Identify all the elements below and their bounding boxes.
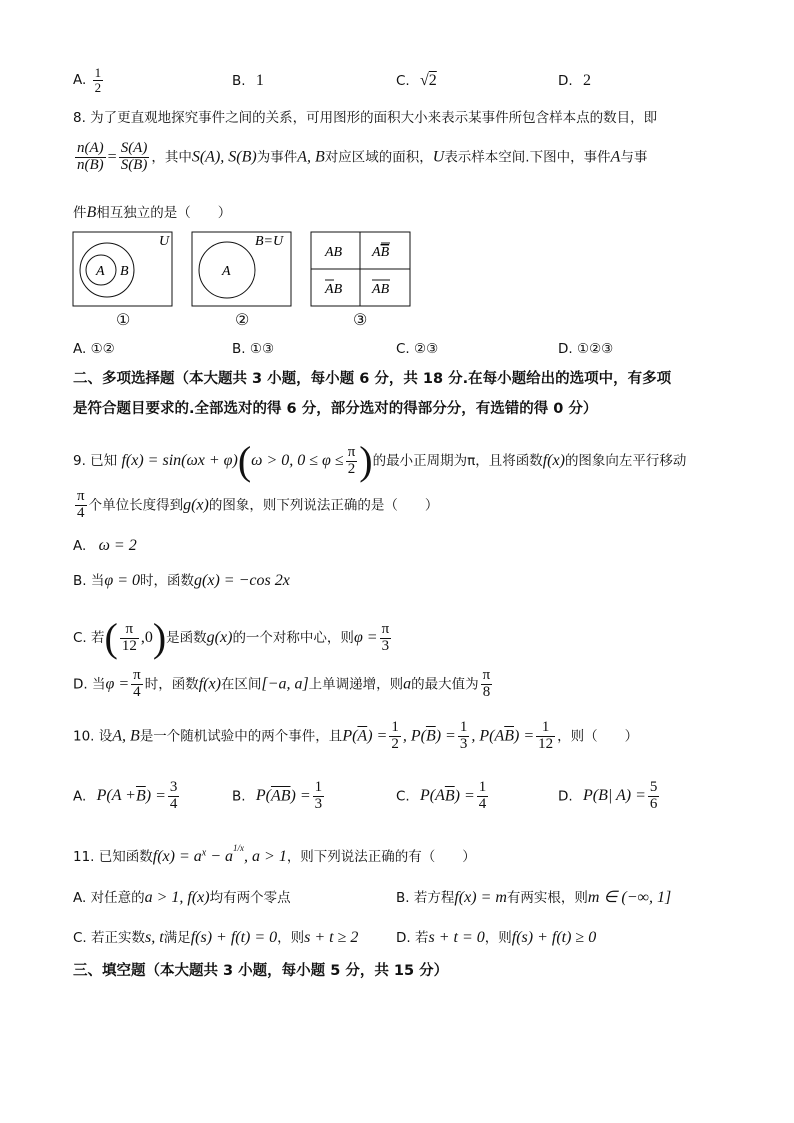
diagram1-label-a: A [96,264,105,279]
q9-cond-fraction: $\frac{\pi}{2}$ [347,443,356,477]
q9-option-b: B. 当φ = 0时，函数g(x) = −cos 2x [73,572,290,589]
q10-option-c: C. $P(A\overline{B})$ = $\frac{1}{4}$ [396,779,487,812]
q9-shift-fraction: $\frac{\pi}{4}$ [77,488,85,521]
section3-header: 三、填空题（本大题共 3 小题，每小题 5 分，共 15 分） [73,963,449,979]
q8-diagram-3 [310,231,412,308]
q9-option-d: D. 当φ = $\frac{\pi}{4}$ 时，函数f(x)在区间[−a, a]上单调递增，则a的最大值为 $\frac{\pi}{8}$ [73,667,491,700]
q8-ratio-right: $\frac{S(A)}{S(B)}$ [120,140,148,173]
q7-option-a: A. $\frac{1}{2}$ [73,65,102,95]
q11-option-d: D. 若s + t = 0，则f(s) + f(t) ≥ 0 [396,929,597,946]
q11-option-a: A. 对任意的a > 1, f(x)均有两个零点 [73,889,291,906]
diagram3-cell-a-notb: AB [372,245,390,260]
q10-option-d: D. P(B| A) = $\frac{5}{6}$ [558,779,658,812]
diagram2-label-u: B=U [255,234,284,249]
diagram3-cell-ab: AB [325,245,343,260]
q11-option-b: B. 若方程f(x) = m有两实根，则m ∈ (−∞, 1] [396,889,672,906]
q8-stem-line2: $\frac{n(A)}{n(B)}$ = $\frac{S(A)}{S(B)}$ ，其中S(A), S(B)为事件A, B对应区域的面积，U表示样本空间.下图中，事件A与事 [77,140,648,173]
q8-stem-line1: 8. 为了更直观地探究事件之间的关系，可用图形的面积大小来表示某事件所包含样本点的数目，即 [73,110,658,126]
q8-option-b: B. ①③ [232,341,275,357]
diagram1-label-b: B [120,264,129,279]
diagram1-label-u: U [159,234,170,249]
q8-stem-line3: 件B相互独立的是（ ） [73,204,232,221]
q8-option-d: D. ①②③ [558,341,614,357]
q7-option-d: D. 2 [558,72,591,89]
q8-diagram-3-number: ③ [353,312,368,329]
q11-option-c: C. 若正实数s, t满足f(s) + f(t) = 0，则s + t ≥ 2 [73,929,359,946]
q9-option-c: C. 若( $\frac{\pi}{12}$ ,0)是函数g(x)的一个对称中心，则φ = $\frac{\pi}{3}$ [73,615,390,660]
q8-diagram-1 [72,231,174,308]
diagram3-cell-nota-notb: AB [372,282,390,297]
diagram3-cell-nota-b: AB [325,282,343,297]
q10-option-a: A. $P(A +\overline{B})$ = $\frac{3}{4}$ [73,779,178,812]
q8-ratio-left: $\frac{n(A)}{n(B)}$ [77,140,104,173]
q9-stem-line1: 9. 已知 f(x) = sin(ωx + φ)(ω > 0, 0 ≤ φ ≤ $\frac{\pi}{2}$ )的最小正周期为π，且将函数f(x)的图象向左平行移动 [73,438,687,483]
q8-diagram-2-number: ② [235,312,250,329]
q11-stem: 11. 已知函数$f(x) = a^x - a^{1/x}$, a > 1，则下列说法正确的有（ ） [73,843,476,865]
q7-option-a-fraction: $\frac{1}{2}$ [94,65,102,95]
q9-stem-line2: $\frac{\pi}{4}$ 个单位长度得到g(x)的图象，则下列说法正确的是（ ） [77,488,439,521]
q8-diagram-2 [191,231,293,308]
section2-header-line2: 是符合题目要求的.全部选对的得 6 分，部分选对的得部分分，有选错的得 0 分） [73,401,598,417]
q8-option-a: A. ①② [73,341,115,357]
q8-diagram-1-number: ① [116,312,131,329]
q10-stem: 10. 设A, B是一个随机试验中的两个事件，且$P(\overline{A})$ = $\frac{1}{2}$ , $P(\overline{B})$ = $\frac{1}{3}$ , $P(A\overline{B})$ = $\frac{1}{12}$ ，则（ ） [73,719,639,752]
q8-option-c: C. ②③ [396,341,439,357]
q7-option-c: C. √2 [396,72,437,89]
section2-header-line1: 二、多项选择题（本大题共 3 小题，每小题 6 分，共 18 分.在每小题给出的选项中，有多项 [73,371,672,387]
q10-option-b: B. $P(\overline{AB})$ = $\frac{1}{3}$ [232,779,323,812]
q7-option-b: B. 1 [232,72,264,89]
q9-option-a: A. ω = 2 [73,537,137,554]
diagram2-label-a: A [222,264,231,279]
